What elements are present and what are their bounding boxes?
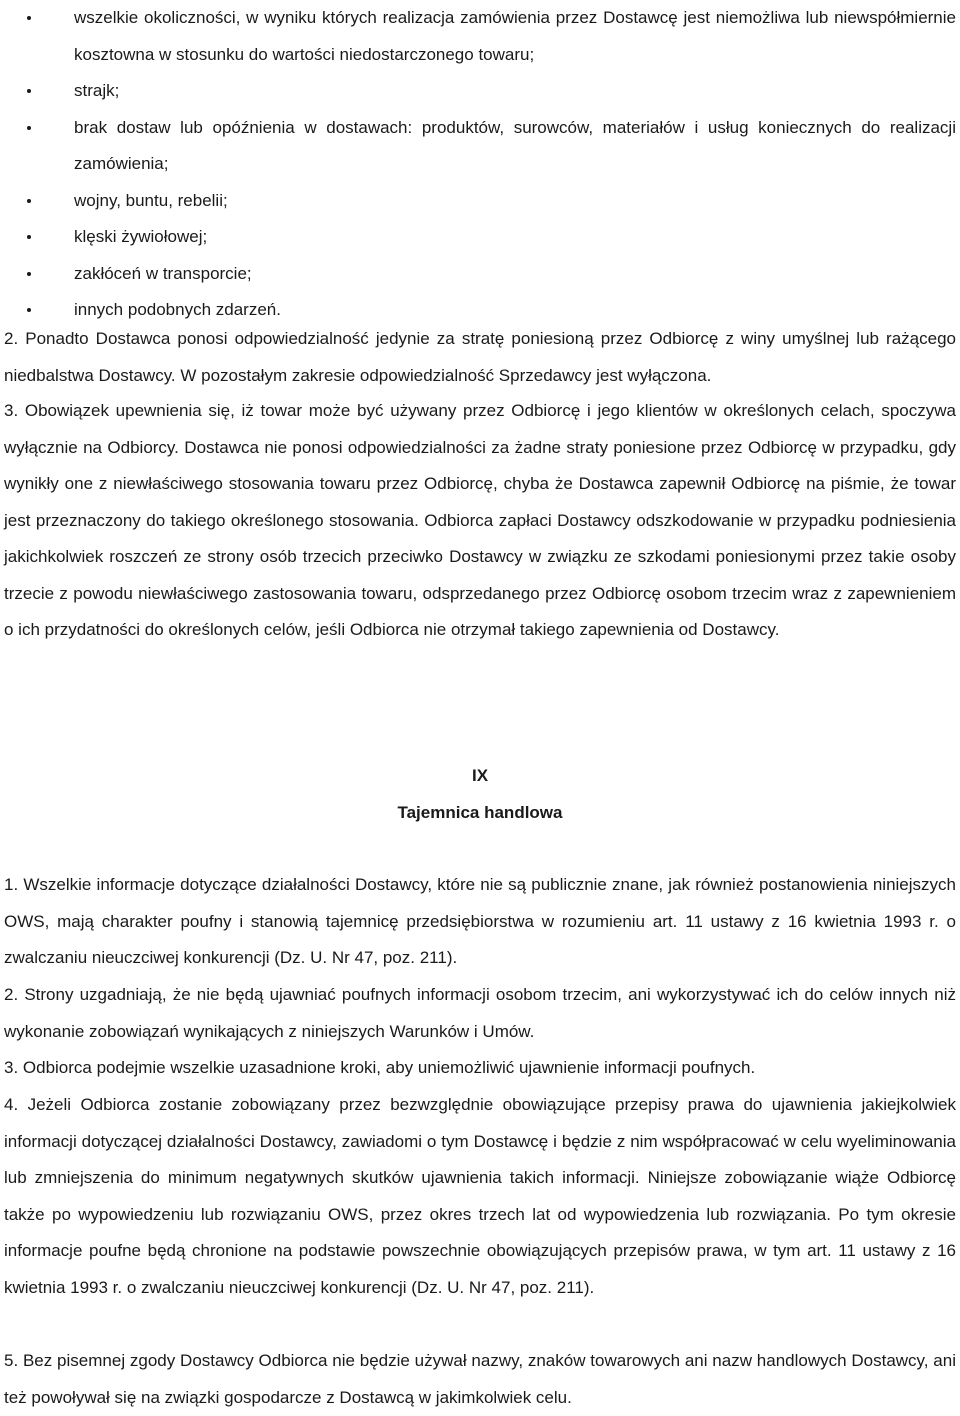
- section-title: Tajemnica handlowa: [397, 803, 563, 822]
- list-item-text: brak dostaw lub opóźnienia w dostawach: produktów, surowców, materiałów i usług koniecznych do realizacji zamówienia;: [74, 117, 956, 173]
- list-item-text: klęski żywiołowej;: [74, 227, 208, 246]
- bullet-icon: [27, 126, 31, 130]
- bullet-icon: [27, 272, 31, 276]
- list-item-text: wojny, buntu, rebelii;: [74, 190, 228, 210]
- list-item-text: strajk;: [74, 81, 120, 100]
- list-item: [0, 256, 960, 293]
- liability-paragraph-3: 3. Obowiązek upewnienia się, iż towar może być używany przez Odbiorcę i jego klientów w określonych celach, spoczywa wyłącznie na Odbiorcy. Dostawca nie ponosi odpowiedzialności za żadne straty poniesione przez Odbiorcę w przypadku, gdy wynikły one z niewłaściwego stosowania towaru przez Odbiorcę, chyba że Dostawca zapewnił Odbiorcę na piśmie, że towar jest przeznaczony do takiego określonego stosowania. Odbiorca zapłaci Dostawcy odszkodowanie w przypadku podniesienia jakichkolwiek roszczeń ze strony osób trzecich przeciwko Dostawcy w związku ze szkodami poniesionymi przez takie osoby trzecie z powodu niewłaściwego zastosowania towaru, odsprzedanego przez Odbiorcę osobom trzecim wraz z zapewnieniem o ich przydatności do określonych celów, jeśli Odbiorca nie otrzymał takiego zapewnienia od Dostawcy.: [4, 401, 956, 639]
- list-item-text: innych podobnych zdarzeń.: [74, 300, 281, 319]
- confidentiality-paragraph-3: 3. Odbiorca podejmie wszelkie uzasadnione kroki, aby uniemożliwić ujawnienie informacji poufnych.: [4, 1058, 756, 1077]
- section-number: IX: [471, 766, 489, 785]
- list-item-text: zakłóceń w transporcie;: [74, 263, 252, 283]
- force-majeure-list: [0, 0, 960, 329]
- list-item: [0, 219, 960, 256]
- bullet-icon: [27, 308, 31, 312]
- list-item: [0, 0, 960, 73]
- confidentiality-paragraph-5: 5. Bez pisemnej zgody Dostawcy Odbiorca nie będzie używał nazwy, znaków towarowych ani nazw handlowych Dostawcy, ani też powoływał się na związki gospodarcze z Dostawcą w jakimkolwiek celu.: [4, 1351, 956, 1407]
- confidentiality-paragraph-4: 4. Jeżeli Odbiorca zostanie zobowiązany przez bezwzględnie obowiązujące przepisy prawa do ujawnienia jakiejkolwiek informacji dotyczącej działalności Dostawcy, zawiadomi o tym Dostawcę i będzie z nim współpracować w celu wyeliminowania lub zmniejszenia do minimum negatywnych skutków ujawnienia takich informacji. Niniejsze zobowiązanie wiąże Odbiorcę także po wypowiedzeniu lub rozwiązaniu OWS, przez okres trzech lat od wypowiedzenia lub rozwiązania. Po tym okresie informacje poufne będą chronione na podstawie powszechnie obowiązujących przepisów prawa, w tym art. 11 ustawy z 16 kwietnia 1993 r. o zwalczaniu nieuczciwej konkurencji (Dz. U. Nr 47, poz. 211).: [4, 1095, 956, 1297]
- list-item: [0, 183, 960, 220]
- confidentiality-paragraph-2: 2. Strony uzgadniają, że nie będą ujawniać poufnych informacji osobom trzecim, ani wykorzystywać ich do celów innych niż wykonanie zobowiązań wynikających z niniejszych Warunków i Umów.: [4, 985, 956, 1041]
- list-item-text: wszelkie okoliczności, w wyniku których realizacja zamówienia przez Dostawcę jest niemożliwa lub niewspółmiernie kosztowna w stosunku do wartości niedostarczonego towaru;: [74, 8, 956, 64]
- bullet-icon: [27, 235, 31, 239]
- bullet-icon: [27, 199, 31, 203]
- liability-paragraph-2: 2. Ponadto Dostawca ponosi odpowiedzialność jedynie za stratę poniesioną przez Odbiorcę z winy umyślnej lub rażącego niedbalstwa Dostawcy. W pozostałym zakresie odpowiedzialność Sprzedawcy jest wyłączona.: [4, 329, 956, 385]
- list-item: [0, 110, 960, 183]
- confidentiality-paragraph-1: 1. Wszelkie informacje dotyczące działalności Dostawcy, które nie są publicznie znane, jak również postanowienia niniejszych OWS, mają charakter poufny i stanowią tajemnicę przedsiębiorstwa w rozumieniu art. 11 ustawy z 16 kwietnia 1993 r. o zwalczaniu nieuczciwej konkurencji (Dz. U. Nr 47, poz. 211).: [4, 875, 956, 967]
- list-item: [0, 73, 960, 110]
- bullet-icon: [27, 89, 31, 93]
- bullet-icon: [27, 16, 31, 20]
